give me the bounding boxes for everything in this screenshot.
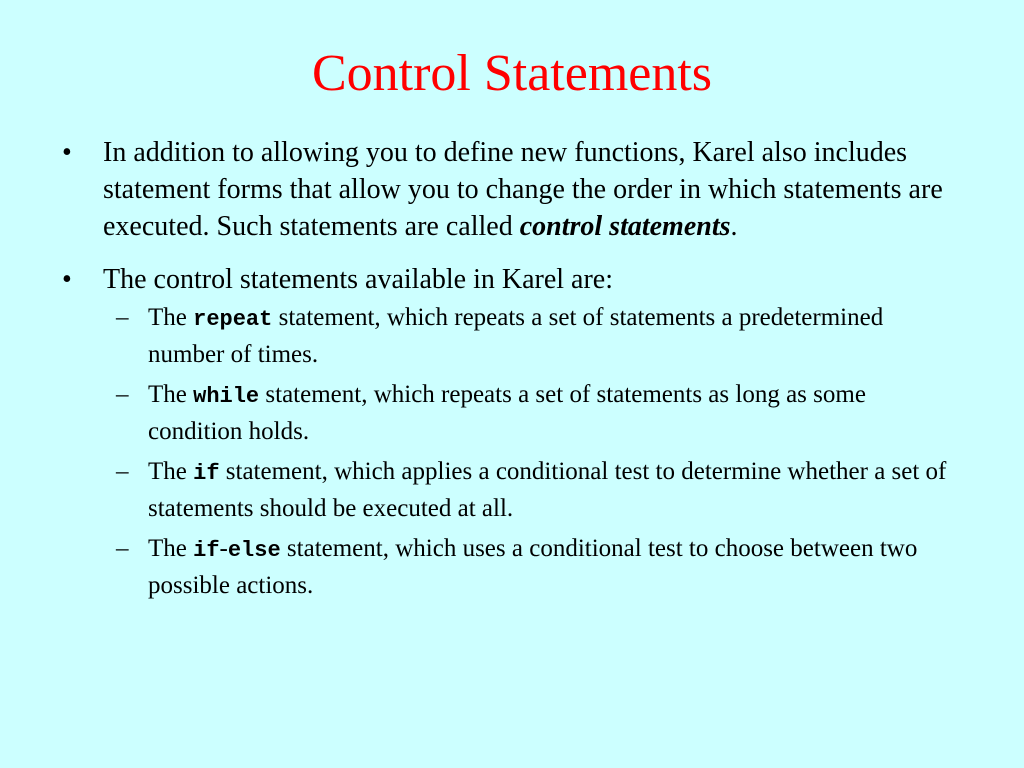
code-keyword: repeat bbox=[193, 307, 273, 332]
sub-list bbox=[103, 300, 962, 603]
sub-item-prefix: The bbox=[148, 535, 194, 562]
sub-item-if-else bbox=[103, 531, 962, 603]
code-keyword: else bbox=[227, 538, 281, 563]
slide-title: Control Statements bbox=[311, 45, 713, 102]
bullet-marker: • bbox=[62, 264, 72, 295]
code-keyword: while bbox=[193, 384, 260, 409]
sub-item-prefix: The bbox=[148, 381, 194, 408]
sub-marker: – bbox=[116, 458, 129, 485]
bullet-text-end: . bbox=[730, 211, 738, 242]
bullet-text: The control statements available in Karel are: bbox=[103, 264, 614, 295]
emphasis-text: control statements bbox=[519, 211, 731, 242]
bullet-item bbox=[62, 261, 962, 603]
sub-marker: – bbox=[116, 535, 129, 562]
sub-marker: – bbox=[116, 381, 129, 408]
bullet-text: In addition to allowing you to define new functions, Karel also includes statement forms that allow you to change the order in which statements are executed. Such statements are called bbox=[103, 137, 943, 242]
sub-item-prefix: The bbox=[148, 304, 194, 331]
sub-item-repeat bbox=[103, 300, 962, 372]
sub-item-text: statement, which uses a conditional test to choose between two possible actions. bbox=[148, 535, 918, 599]
sub-item-text: statement, which repeats a set of statements as long as some condition holds. bbox=[148, 381, 866, 445]
bullet-marker: • bbox=[62, 137, 72, 168]
code-keyword: if bbox=[193, 461, 220, 486]
keyword-dash: - bbox=[219, 535, 228, 562]
bullet-item bbox=[62, 134, 962, 245]
sub-item-text: statement, which applies a conditional test to determine whether a set of statements should be executed at all. bbox=[148, 458, 947, 522]
sub-item-while bbox=[103, 377, 962, 449]
code-keyword: if bbox=[193, 538, 220, 563]
bullet-list bbox=[62, 134, 962, 619]
sub-item-if bbox=[103, 454, 962, 526]
sub-item-prefix: The bbox=[148, 458, 194, 485]
sub-marker: – bbox=[116, 304, 129, 331]
sub-item-text: statement, which repeats a set of statements a predetermined number of times. bbox=[148, 304, 884, 368]
